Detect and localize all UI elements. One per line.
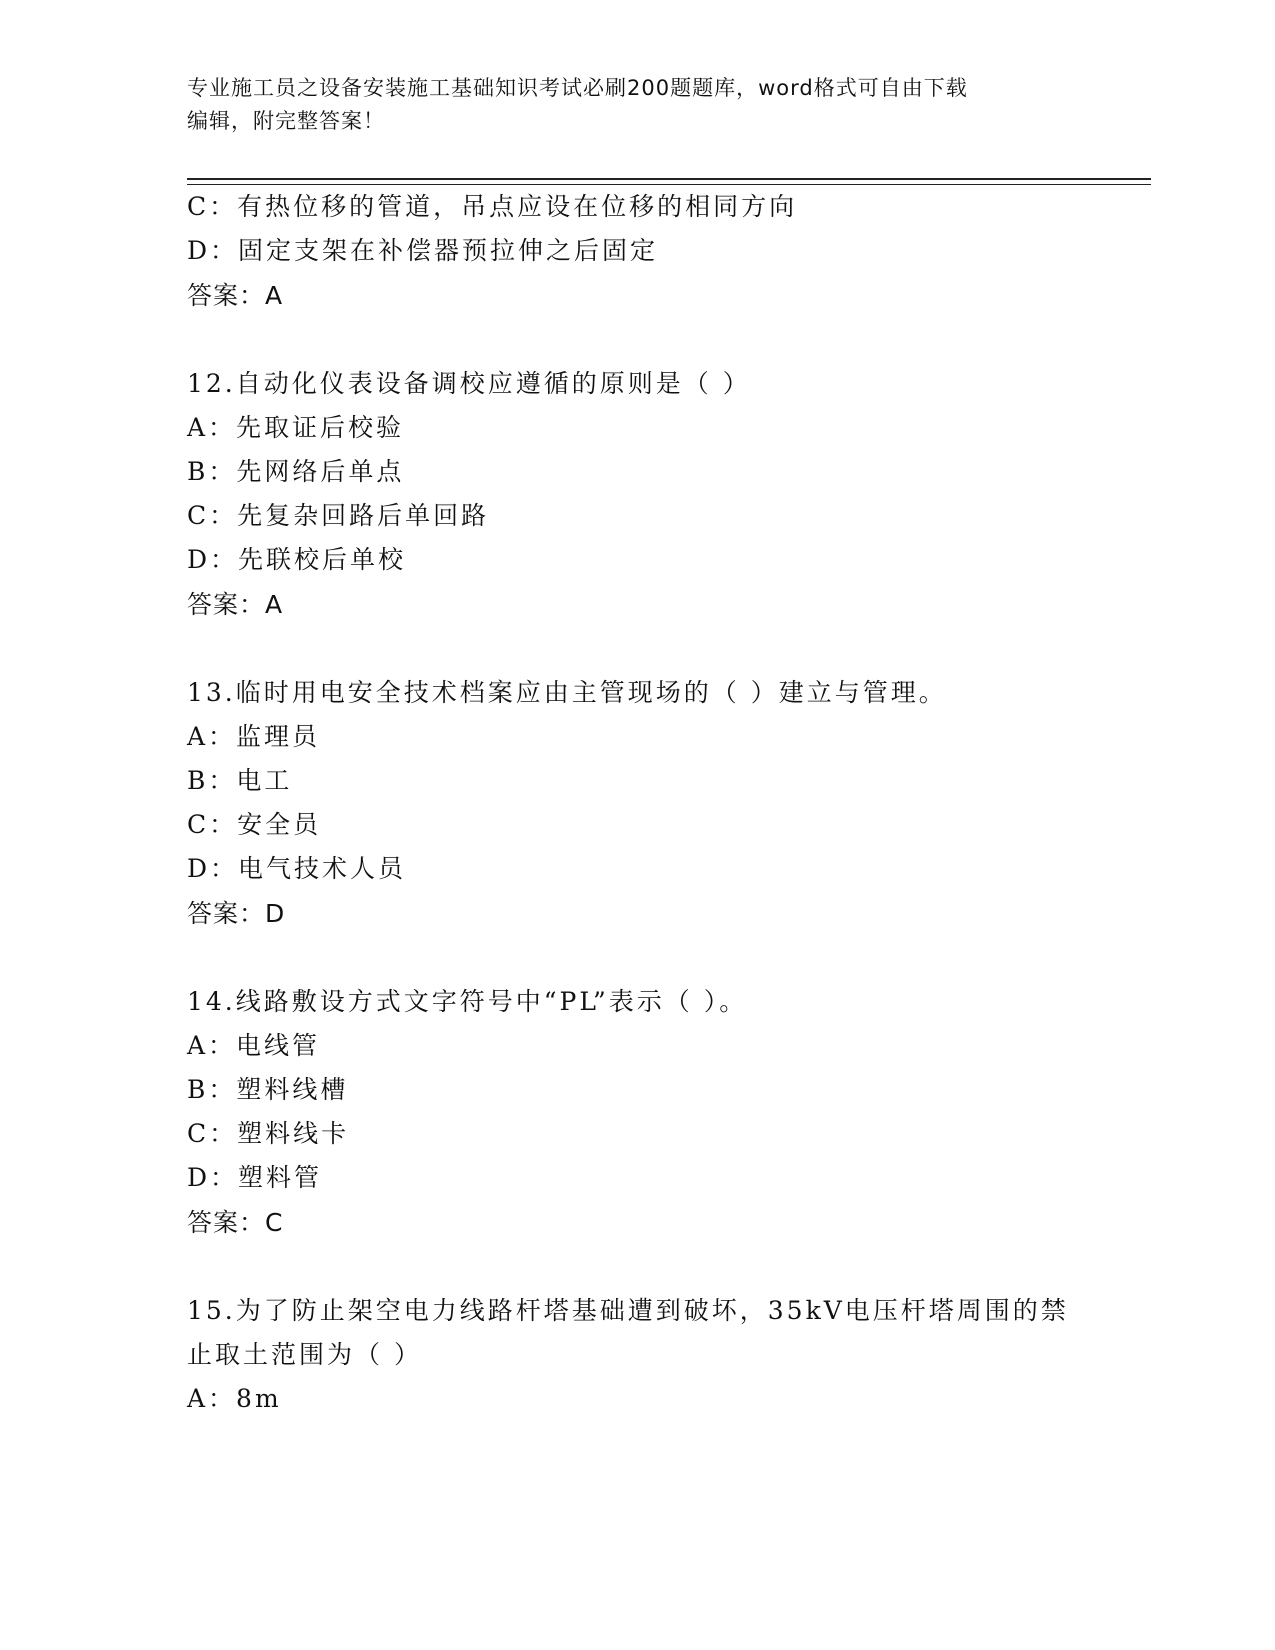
question-12-option-b: B：先网络后单点 — [187, 457, 405, 486]
question-13-answer: 答案：D — [187, 899, 286, 928]
question-12-stem: 12.自动化仪表设备调校应遵循的原则是（ ） — [187, 369, 751, 398]
question-12-option-a: A：先取证后校验 — [187, 413, 405, 442]
question-14-stem: 14.线路敷设方式文字符号中“PL”表示（ ）。 — [187, 987, 748, 1016]
question-13-option-b: B：电工 — [187, 766, 293, 795]
question-12-answer: 答案：A — [187, 590, 284, 619]
question-15-option-a: A：8m — [187, 1384, 282, 1413]
question-12-option-d: D：先联校后单校 — [187, 545, 407, 574]
question-14-option-d: D：塑料管 — [187, 1163, 323, 1192]
question-14-option-b: B：塑料线槽 — [187, 1075, 349, 1104]
question-13-option-a: A：监理员 — [187, 722, 321, 751]
header-divider-thin — [187, 184, 1151, 185]
option-c: C：有热位移的管道，吊点应设在位移的相同方向 — [187, 192, 798, 221]
question-14-answer: 答案：C — [187, 1208, 284, 1237]
question-14-option-c: C：塑料线卡 — [187, 1119, 350, 1148]
question-15-stem-line-2: 止取土范围为（ ） — [187, 1340, 422, 1369]
header-title-line-2: 编辑，附完整答案！ — [187, 109, 385, 133]
answer: 答案：A — [187, 281, 284, 310]
question-13-stem: 13.临时用电安全技术档案应由主管现场的（ ）建立与管理。 — [187, 678, 947, 707]
question-13-option-d: D：电气技术人员 — [187, 854, 407, 883]
option-d: D：固定支架在补偿器预拉伸之后固定 — [187, 236, 659, 265]
document-header — [187, 72, 1087, 138]
header-divider-thick — [187, 178, 1151, 180]
question-15-stem-line-1: 15.为了防止架空电力线路杆塔基础遭到破坏，35kV电压杆塔周围的禁 — [187, 1296, 1069, 1325]
question-12-option-c: C：先复杂回路后单回路 — [187, 501, 490, 530]
question-14-option-a: A：电线管 — [187, 1031, 321, 1060]
header-title-line-1: 专业施工员之设备安装施工基础知识考试必刷200题题库，word格式可自由下载 — [187, 76, 968, 100]
question-13-option-c: C：安全员 — [187, 810, 322, 839]
